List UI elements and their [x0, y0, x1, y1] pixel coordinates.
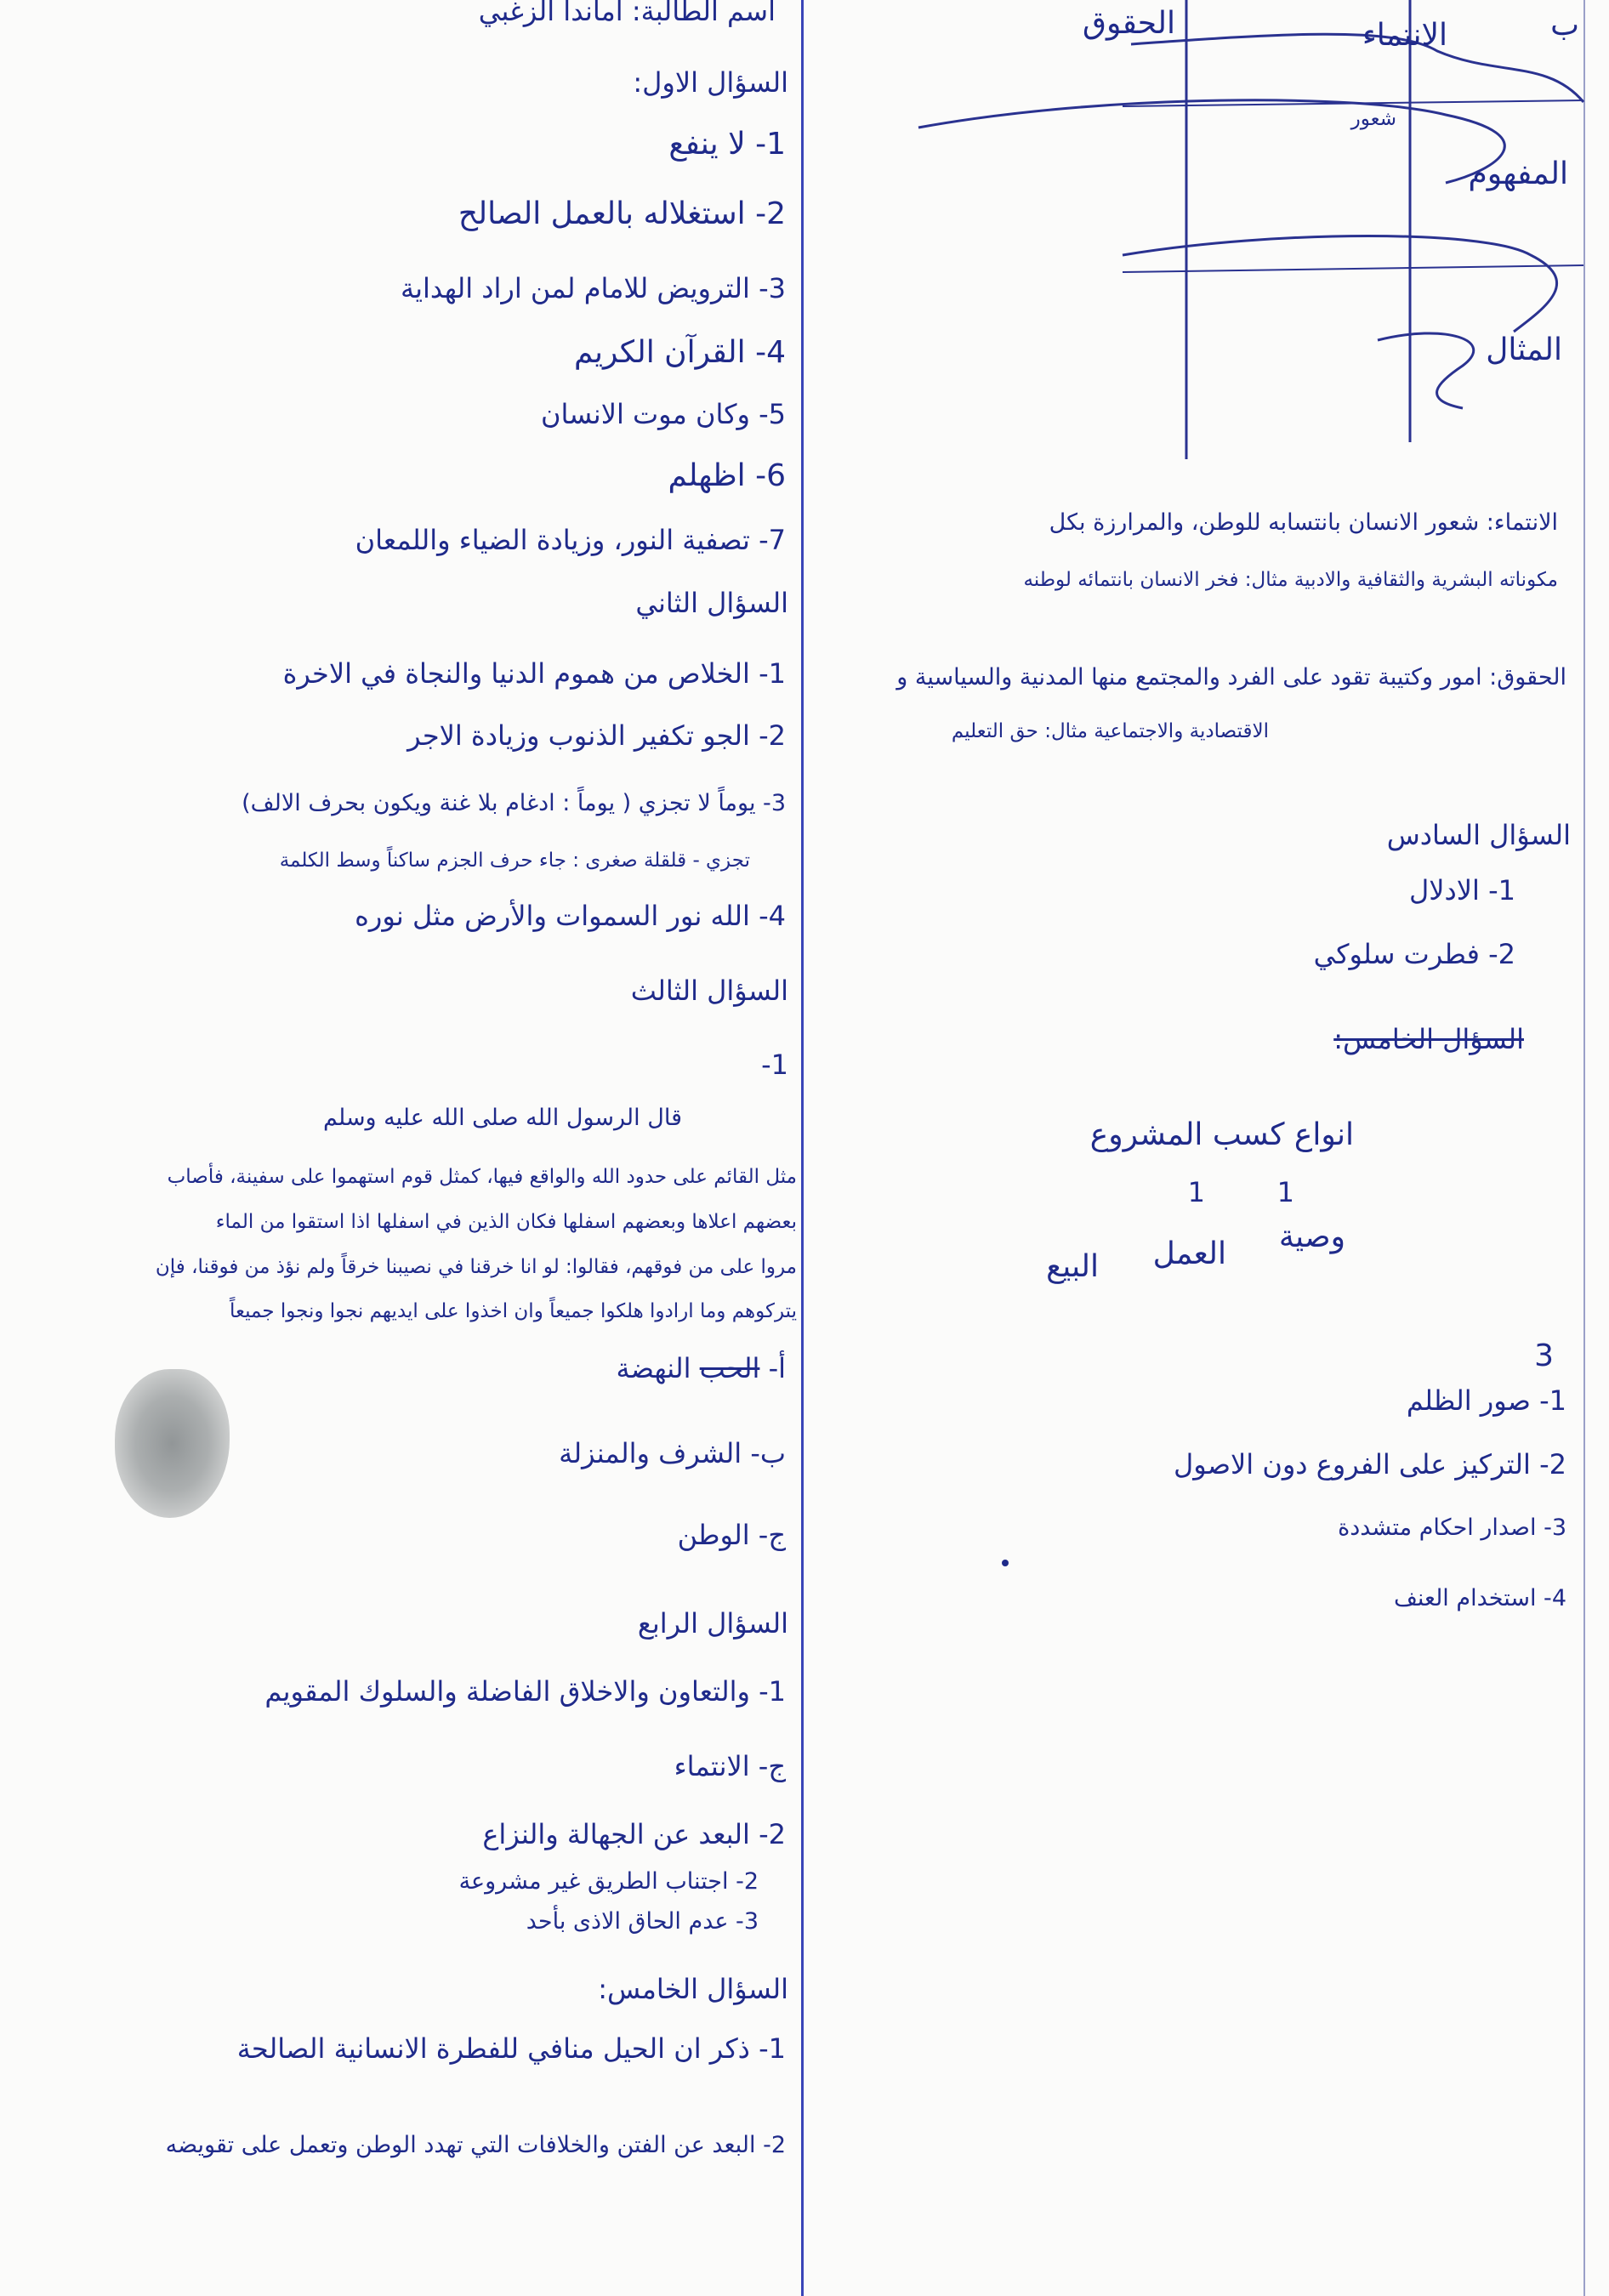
stray-label: شعور — [1350, 108, 1396, 130]
q2-item: 4- الله نور السموات والأرض مثل نوره — [355, 900, 786, 932]
q1-item: 3- الترويض للامام لمن اراد الهداية — [400, 272, 786, 304]
q2-item: 2- الجو تكفير الذنوب وزيادة الاجر — [407, 719, 786, 752]
q3b-item: 1- صور الظلم — [1406, 1384, 1566, 1417]
q3-answer-a — [617, 1354, 786, 1384]
q3-number: 1- — [761, 1049, 788, 1081]
definition-line: مكوناته البشرية والثقافية والادبية مثال: فخر الانسان بانتمائه لوطنه — [1023, 569, 1558, 591]
tree-leaf: العمل — [1152, 1236, 1226, 1271]
q4-item: 2- البعد عن الجهالة والنزاع — [482, 1818, 786, 1850]
col-header-rights: الحقوق — [1083, 6, 1175, 41]
q3-answer-c — [678, 1520, 786, 1550]
q2-item: 3- يوماً لا تجزي ( يوماً : ادغام بلا غنة ويكون بحرف الالف) — [242, 790, 786, 816]
q4-subitem: 2- اجتناب الطريق غير مشروعة — [458, 1868, 759, 1895]
answer-label: أ- — [768, 1352, 786, 1384]
tree-root: انواع كسب المشروع — [1089, 1117, 1354, 1152]
q3b-item: 2- التركيز على الفروع دون الاصول — [1174, 1448, 1566, 1480]
ink-dot — [1002, 1560, 1009, 1566]
q3b-item: 4- استخدام العنف — [1393, 1585, 1566, 1611]
row-label-example: المثال — [1486, 332, 1562, 367]
q4-title: السؤال الرابع — [637, 1607, 788, 1640]
q4-item: ج- الانتماء — [674, 1750, 786, 1782]
q3-answer-b — [559, 1439, 786, 1469]
q5-title: السؤال الخامس: — [598, 1973, 788, 2005]
student-name: اسم الطالبة: اماندا الزغبي — [478, 0, 776, 27]
tree-stem: 1 — [1276, 1176, 1294, 1208]
q1-item: 6- اظهلم — [668, 458, 786, 493]
answer-text: النهضة — [616, 1352, 691, 1384]
hadith-line: مروا على من فوقهم، فقالوا: لو انا خرقنا في نصيبنا خرقاً ولم نؤذ من فوقنا، فإن — [155, 1256, 797, 1278]
definition-line: الاقتصادية والاجتماعية مثال: حق التعليم — [951, 720, 1269, 742]
fingerprint-smudge — [115, 1369, 230, 1518]
q6-item: 2- فطرت سلوكي — [1313, 938, 1515, 970]
q3b-number: 3 — [1534, 1338, 1554, 1373]
struck-word: الحب — [699, 1352, 760, 1384]
answer-text: الشرف والمنزلة — [559, 1437, 742, 1469]
answer-label: ب- — [750, 1437, 786, 1469]
q3-title: السؤال الثالث — [630, 975, 788, 1007]
q1-title: السؤال الاول: — [633, 66, 788, 99]
q1-item: 2- استغلاله بالعمل الصالح — [458, 196, 786, 231]
q4-item: 1- والتعاون والاخلاق الفاضلة والسلوك المقويم — [264, 1675, 786, 1708]
hadith-line: بعضهم اعلاها وبعضهم اسفلها فكان الذين في اسفلها اذا استقوا من الماء — [215, 1211, 797, 1233]
q6-title: السؤال السادس — [1386, 819, 1571, 851]
q1-item: 1- لا ينفع — [668, 127, 786, 162]
row-label-concept: المفهوم — [1468, 156, 1568, 191]
tree-leaf: البيع — [1046, 1249, 1099, 1284]
concept-table-sketch — [0, 0, 1609, 527]
q1-item: 7- تصفية النور، وزيادة الضياء واللمعان — [355, 524, 786, 556]
q6-item: 1- الادلال — [1409, 874, 1515, 906]
q5-item: 1- ذكر ان الحيل منافي للفطرة الانسانية الصالحة — [236, 2032, 786, 2065]
q3b-item: 3- اصدار احكام متشددة — [1338, 1515, 1566, 1541]
hadith-line: يتركوهم وما ارادوا هلكوا جميعاً وان اخذوا على ايديهم نجوا ونجوا جميعاً — [229, 1300, 797, 1322]
q2-item: 1- الخلاص من هموم الدنيا والنجاة في الاخرة — [282, 657, 786, 690]
diagram-marker: ب — [1550, 8, 1579, 43]
definition-line: الحقوق: امور وكتيبة تقود على الفرد والمجتمع منها المدنية والسياسية و — [896, 664, 1566, 691]
hadith-intro: قال الرسول الله صلى الله عليه وسلم — [323, 1105, 682, 1131]
q1-item: 5- وكان موت الانسان — [541, 398, 786, 430]
hadith-line: مثل القائم على حدود الله والواقع فيها، كمثل قوم استهموا على سفينة، فأصاب — [167, 1166, 797, 1188]
answer-text: الوطن — [677, 1519, 750, 1551]
q5-item: 2- البعد عن الفتن والخلافات التي تهدد الوطن وتعمل على تقويضه — [165, 2132, 786, 2158]
tree-leaf: وصية — [1278, 1219, 1345, 1254]
q2-note: تجزي - قلقلة صغرى : جاء حرف الجزم ساكناً وسط الكلمة — [279, 850, 750, 872]
q4-subitem: 3- عدم الحاق الاذى بأحد — [526, 1908, 759, 1935]
struck-title: السؤال الخامس: — [1333, 1023, 1524, 1055]
answer-label: ج- — [758, 1519, 786, 1551]
tree-stem: 1 — [1187, 1176, 1205, 1208]
q2-title: السؤال الثاني — [635, 587, 788, 619]
q1-item: 4- القرآن الكريم — [574, 335, 786, 370]
definition-line: الانتماء: شعور الانسان بانتسابه للوطن، والمرارزة بكل — [1049, 509, 1558, 536]
col-header-belonging: الانتماء — [1362, 18, 1447, 53]
